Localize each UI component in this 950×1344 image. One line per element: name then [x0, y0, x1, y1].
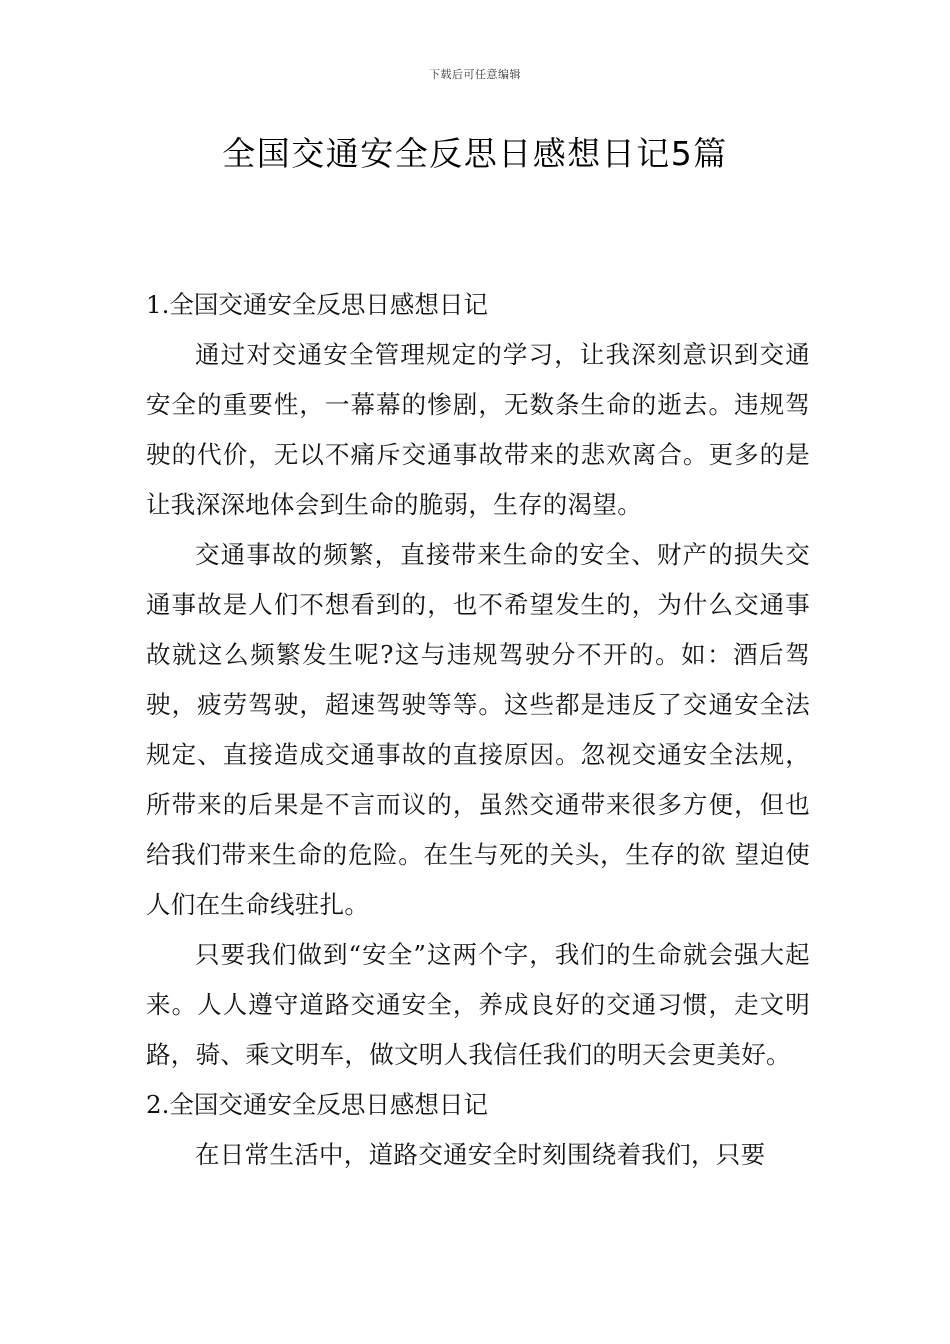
section-heading: 1.全国交通安全反思日感想日记 — [146, 290, 488, 319]
header-note: 下载后可任意编辑 — [429, 68, 521, 81]
section-2 — [146, 1080, 810, 1180]
paragraph: 交通事故的频繁，直接带来生命的安全、财产的损失交通事故是人们不想看到的，也不希望发生的，为什么交通事故就这么频繁发生呢?这与违规驾驶分不开的。如：酒后驾驶，疲劳驾驶，超速驾驶等等。这些都是违反了交通安全法规定、直接造成交通事故的直接原因。忽视交通安全法规，所带来的后果是不言而议的，虽然交通带来很多方便，但也给我们带来生命的危险。在生与死的关头，生存的欲 望迫使人们在生命线驻扎。 — [146, 540, 810, 919]
paragraph: 只要我们做到“安全”这两个字，我们的生命就会强大起来。人人遵守道路交通安全，养成良好的交通习惯，走文明路，骑、乘文明车，做文明人我信任我们的明天会更美好。 — [146, 940, 810, 1069]
section-heading: 2.全国交通安全反思日感想日记 — [146, 1090, 488, 1119]
document-body — [146, 280, 810, 1180]
section-1 — [146, 280, 810, 1080]
document-title: 全国交通安全反思日感想日记5篇 — [222, 134, 728, 173]
paragraph: 通过对交通安全管理规定的学习，让我深刻意识到交通安全的重要性，一幕幕的惨剧，无数条生命的逝去。违规驾驶的代价，无以不痛斥交通事故带来的悲欢离合。更多的是让我深深地体会到生命的脆弱，生存的渴望。 — [146, 340, 810, 519]
paragraph: 在日常生活中，道路交通安全时刻围绕着我们，只要 — [195, 1140, 766, 1169]
